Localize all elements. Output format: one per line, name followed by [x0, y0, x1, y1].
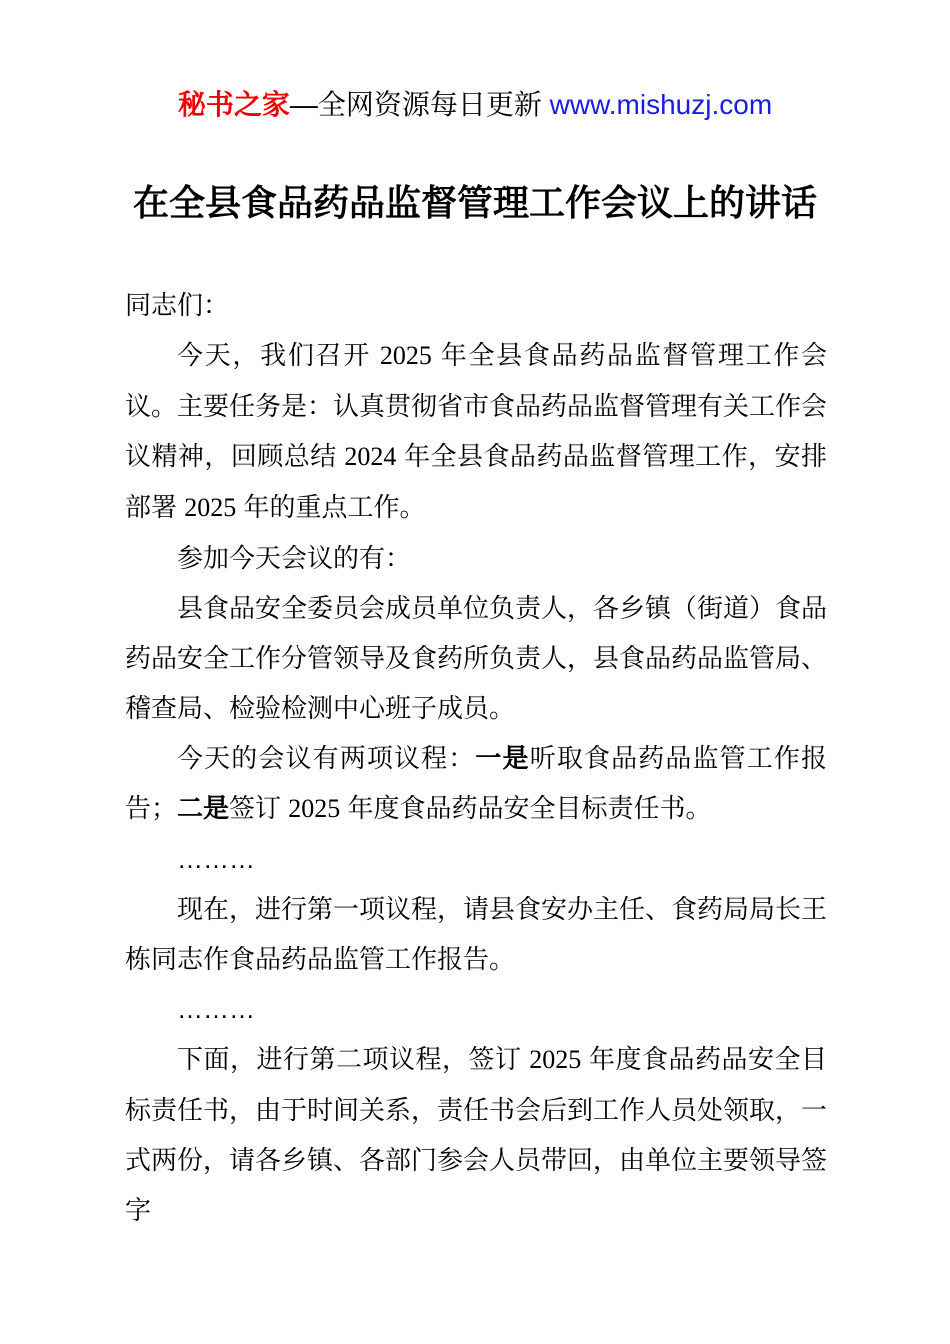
number-run: 2025 — [529, 1045, 582, 1074]
text-run: 参加今天会议的有： — [177, 543, 412, 573]
paragraph-2 — [125, 330, 827, 533]
number-run: 2025 — [288, 794, 341, 823]
site-brand: 秘书之家 — [177, 89, 290, 120]
document-body — [125, 280, 827, 1235]
text-run: 今天的会议有两项议程： — [177, 743, 476, 773]
number-run: 2025 — [184, 493, 237, 522]
paragraph-9 — [125, 1034, 827, 1235]
text-run: 今天，我们召开 — [177, 340, 380, 370]
text-run: 签订 — [229, 793, 289, 823]
text-run: —全网资源每日更新 — [289, 89, 550, 120]
paragraph-7 — [125, 884, 827, 984]
text-run: 听取食品药品监管工作报告； — [125, 743, 827, 823]
paragraph-6 — [125, 834, 827, 884]
document-title: 在全县食品药品监督管理工作会议上的讲话 — [132, 182, 817, 223]
bold-run: 一是 — [475, 743, 530, 773]
number-run: 2025 — [379, 341, 432, 370]
paragraph-4 — [125, 583, 827, 733]
text-run: 下面，进行第二项议程，签订 — [177, 1044, 530, 1074]
text-run: 年的重点工作。 — [236, 492, 426, 522]
number-run: 2024 — [344, 442, 397, 471]
paragraph-3 — [125, 533, 827, 583]
paragraph-8 — [125, 984, 827, 1034]
text-run: 年全县食品药品监督管理工作，安排部署 — [125, 441, 827, 522]
text-run: 现在，进行第一项议程，请县食安办主任、食药局局长王栋同志作食品药品监管工作报告。 — [125, 894, 828, 974]
text-run: ……… — [177, 994, 255, 1024]
text-run: 同志们： — [125, 290, 230, 320]
site-header — [0, 86, 950, 124]
paragraph-1 — [125, 280, 827, 330]
bold-run: 二是 — [177, 793, 230, 823]
text-run: 年度食品药品安全目标责任书。 — [340, 793, 712, 823]
paragraph-5 — [125, 733, 827, 834]
site-url[interactable]: www.mishuzj.com — [549, 89, 773, 120]
text-run: 县食品安全委员会成员单位负责人，各乡镇（街道）食品药品安全工作分管领导及食药所负责人，县食品药品监管局、稽查局、检验检测中心班子成员。 — [125, 593, 828, 723]
text-run: ……… — [177, 844, 255, 874]
text-run: 年度食品药品安全目标责任书，由于时间关系，责任书会后到工作人员处领取，一式两份，请各乡镇、各部门参会人员带回，由单位主要领导签字 — [125, 1044, 828, 1225]
text-run: 年全县食品药品监督管理工作会议。主要任务是：认真贯彻省市食品药品监督管理有关工作会议精神，回顾总结 — [125, 340, 828, 471]
